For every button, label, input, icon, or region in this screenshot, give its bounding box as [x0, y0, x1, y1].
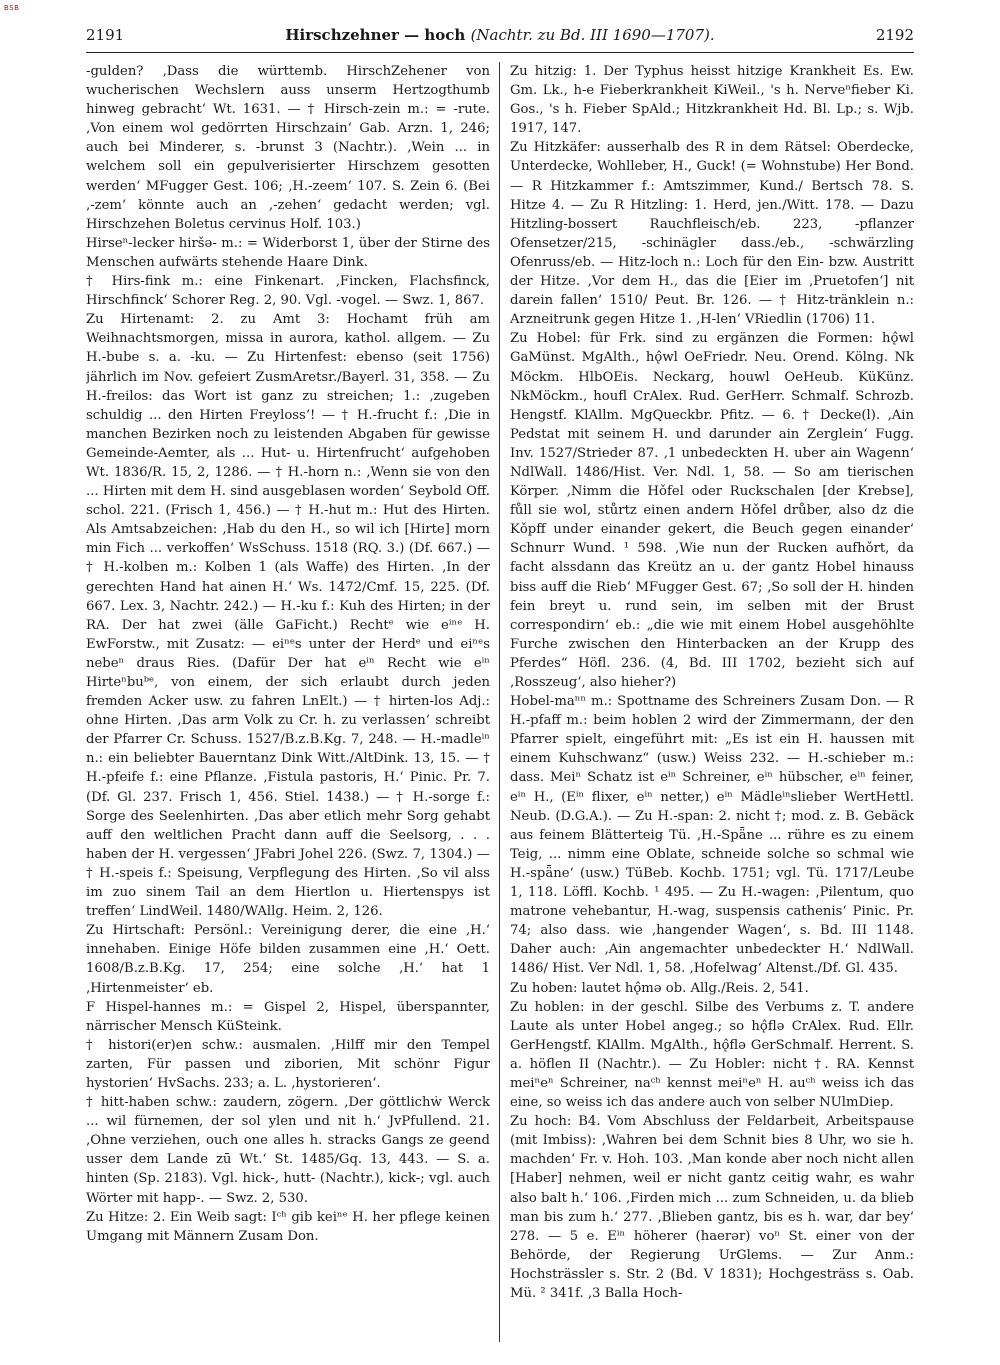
dictionary-entry: Hobel-maⁿⁿ m.: Spottname des Schreiners Zusam Don. — R H.-pfaff m.: beim hoblen 2 wird der Zimmermann, der den Pfarrer spielt, eingeführt mit: „Es ist ein H. haussen mit einem Kuhschwanz“ (usw.) Weiss 232. — H.-schieber m.: dass. Meiⁿ Schatz ist eⁱⁿ Schreiner, eⁱⁿ hübscher, eⁱⁿ feiner, eⁱⁿ H., (Eⁱⁿ flixer, eⁱⁿ netter,) eⁱⁿ Mädleⁱⁿslieber WertHettl. Neub. (D.G.A.). — Zu H.-span: 2. nicht †; mod. z. B. Gebäck aus feinem Blätterteig Tü. ‚H.-Spǟne ... rühre es zu einem Teig, ... nimm eine Oblate, schneide solche so schmal wie H.-spǟne‘ (usw.) TüBeb. Kochb. 1751; vgl. Tü. 1717/Leube 1, 118. Löffl. Kochb. ¹ 495. — Zu H.-wagen: ‚Pilentum, quo matrone vehebantur, H.-wag, suspensis cathenis‘ Pinic. Pr. 74; also dass. wie ‚hangender Wagen‘, s. Bd. III 1148. Daher auch: ‚Ain angemachter unbedeckter H.‘ NdlWall. 1486/ Hist. Ver Ndl. 1, 58. ‚Hofelwag‘ Altenst./Df. Gl. 435.: [510, 694, 914, 977]
running-title-headwords: Hirschzehner — hoch: [285, 26, 466, 44]
dictionary-entry: Zu Hitze: 2. Ein Weib sagt: Iᶜʰ gib keiⁿᵉ H. her pflege keinen Umgang mit Männern Zusam Don.: [86, 1209, 490, 1244]
running-title-reference: (Nachtr. zu Bd. III 1690—1707).: [470, 26, 715, 44]
dictionary-entry: † Hirs-fink m.: eine Finkenart. ‚Fincken, Flachsfinck, Hirschfinck‘ Schorer Reg. 2, 90. Vgl. -vogel. — Swz. 1, 867.: [86, 274, 490, 309]
page-header: [86, 26, 914, 52]
dictionary-entry: Zu Hitzkäfer: ausserhalb des R in dem Rätsel: Oberdecke, Unterdecke, Wohlleber, H., Guck! (= Wohnstube) Her Bond. — R Hitzkammer f.: Amtszimmer, Kund./ Bertsch 78. S. Hitze 4. — Zu R Hitzling: 1. Herd, jen./Witt. 178. — Dazu Hitzling-bossert Rauchfleisch/eb. 223, -pflanzer Ofensetzer/215, -schinägler dass./eb., -schwärzling Ofenruss/eb. — Hitz-loch n.: Loch für den Ein- bzw. Austritt der Hitze. ‚Vor dem H., das die [Eier im ‚Pruetofen‘] nit darein fallen‘ 1510/ Peut. Br. 126. — † Hitz-tränklein n.: Arzneitrunk gegen Hitze 1. ‚H-len‘ VRiedlin (1706) 11.: [510, 140, 914, 328]
column-divider: [499, 62, 500, 1342]
dictionary-entry: Zu hitzig: 1. Der Typhus heisst hitzige Krankheit Es. Ew. Gm. Lk., h-e Fieberkrankheit KiWeil., 's h. Nerveⁿfieber Ki. Gos., 's h. Fieber SpAld.; Hitzkrankheit Hd. Bl. Lp.; s. Wjb. 1917, 147.: [510, 64, 914, 137]
dictionary-entry: Hirseⁿ-lecker hiršə- m.: = Widerborst 1, über der Stirne des Menschen aufwärts stehende Haare Dink.: [86, 235, 490, 270]
dictionary-entry: Zu Hirtenamt: 2. zu Amt 3: Hochamt früh am Weihnachtsmorgen, missa in aurora, kathol. allgem. — Zu H.-bube s. a. -ku. — Zu Hirtenfest: ebenso (seit 1756) jährlich im Nov. gefeiert ZusmAretsr./Bayerl. 31, 358. — Zu H.-freilos: das Wort ist ganz zu streichen; 1.: ‚zugeben schuldig ... den Hirten Freyloss‘! — † H.-frucht f.: ‚Die in manchen Bezirken noch zu leistenden Abgaben für gewisse Gemeinde-Aemter, als ... Hut- u. Hirtenfrucht‘ aufgehoben Wt. 1836/R. 15, 2, 1286. — † H.-horn n.: ‚Wenn sie von den ... Hirten mit dem H. sind ausgeblasen worden‘ Seybold Off. schol. 221. (Frisch 1, 456.) — † H.-hut m.: Hut des Hirten. Als Amtsabzeichen: ‚Hab du den H., so wil ich [Hirte] morn min Fich ... verkoffen‘ WsSchuss. 1518 (RQ. 3.) (Df. 667.) — † H.-kolben m.: Kolben 1 (als Waffe) des Hirten. ‚In der gerechten Hand hat ainen H.‘ Ws. 1472/Cmf. 15, 225. (Df. 667. Lex. 3, Nachtr. 242.) — H.-ku f.: Kuh des Hirten; in der RA. Der hat zwei (älle GaFicht.) Rechtᵉ wie eⁱⁿᵉ H. EwForstw., mit Zusatz: — eiⁿᵉs unter der Herdᵉ und eiⁿᵉs nebeⁿ draus Ries. (Dafür Der hat eⁱⁿ Recht wie eⁱⁿ Hirteⁿbuᵇᵉ, von einem, der sich erlaubt durch jeden fremden Acker usw. zu fahren LnElt.) — † hirten-los Adj.: ohne Hirten. ‚Das arm Volk zu Cr. h. zu verlassen‘ schreibt der Pfarrer Cr. Schuss. 1527/B.z.B.Kg. 7, 248. — H.-madleⁱⁿ n.: ein beliebter Bauerntanz Dink Witt./AltDink. 13, 15. — † H.-pfeife f.: eine Pflanze. ‚Fistula pastoris, H.‘ Pinic. Pr. 7. (Df. Gl. 237. Frisch 1, 456. Stiel. 1438.) — † H.-sorge f.: Sorge des Seelenhirten. ‚Das aber etlich mehr Sorg gehabt auff den weltlichen Pracht dann auff die Seelsorg, . . . haben der H. vergessen‘ JFabri Johel 226. (Swz. 7, 1304.) — † H.-speis f.: Speisung, Verpflegung des Hirten. ‚So vil alss im zuo sinem Tail an dem Hiertlon u. Hiertenspys ist treffen‘ LindWeil. 1480/WAllg. Heim. 2, 126.: [86, 312, 490, 920]
dictionary-entry: F Hispel-hannes m.: = Gispel 2, Hispel, überspannter, närrischer Mensch KüSteink.: [86, 999, 490, 1034]
page-number-right: 2192: [875, 26, 914, 44]
dictionary-entry: † hitt-haben schw.: zaudern, zögern. ‚Der göttlichẇ Werck ... wil fürnemen, der sol ylen und nit h.‘ JvPfullend. 21. ‚Ohne verziehen, ouch one alles h. stracks Gangs ze geend usser dem Lande zū Wt.‘ St. 1485/Gq. 13, 443. — S. a. hinten (Sp. 2183). Vgl. hick-, hutt- (Nachtr.), kick-; vgl. auch Wörter mit happ-. — Swz. 2, 530.: [86, 1095, 490, 1206]
running-title: [86, 26, 914, 44]
dictionary-entry: Zu hoben: lautet hǫ̂mə ob. Allg./Reis. 2, 541.: [510, 980, 809, 996]
dictionary-entry: Zu Hobel: für Frk. sind zu ergänzen die Formen: hǫ̂wl GaMünst. MgAlth., hǫ̂wl OeFriedr. Neu. Orend. Kölng. Nk Möckm. HlbOEis. Neckarg, houwl OeHeub. KüKünz. NkMöckm., houfl CrAlex. Rud. GerHerr. Schmalf. Schrozb. Hengstf. KlAllm. MgQueckbr. Pfitz. — 6. † Decke(l). ‚Ain Pedstat mit seinem H. und darunder ain Zerglein‘ Fugg. Inv. 1527/Strieder 87. ‚1 unbedeckten H. uber ain Wagenn‘ NdlWall. 1486/Hist. Ver. Ndl. 1, 58. — So am tierischen Körper. ‚Nimm die Hǒfel oder Ruckschalen [der Krebse], fůll sie wol, stůrtz einen andern Hǒfel drůber, also dz die Kǒpff under einander gekert, die Beuch gegen einander‘ Schnurr Wund. ¹ 598. ‚Wie nun der Rucken aufhǒrt, da facht alssdann das Kreütz an u. der gantz Hobel hinauss biss auff die Rieb‘ MFugger Gest. 67; ‚So soll der H. hinden fein breyt u. rund sein, im selben mit der Brust correspondirn‘ eb.: „die wie mit einem Hobel ausgehöhlte Furche zwischen den Hinterbacken an der Krupp des Pferdes“ Höfl. 236. (4, Bd. III 1702, bezieht sich auf ‚Rosszeug‘, also hieher?): [510, 331, 914, 690]
left-column: [86, 62, 490, 1352]
dictionary-entry: Zu Hirtschaft: Persönl.: Vereinigung derer, die eine ‚H.‘ innehaben. Einige Höfe bilden zusammen eine ‚H.‘ Oett. 1608/B.z.B.Kg. 17, 254; eine solche ‚H.‘ hat 1 ‚Hirtenmeister‘ eb.: [86, 923, 490, 996]
header-rule: [86, 52, 914, 53]
dictionary-entry: -gulden? ‚Dass die württemb. HirschZehener von wucherischen Wechslern auss unserm Hertzogthumb hinweg gebracht‘ Wt. 1631. — † Hirsch-zein m.: = -rute. ‚Von einem wol gedörrten Hirschzain‘ Gab. Arzn. 1, 246; auch bei Minderer, s. -brunst 3 (Nachtr.). ‚Wein ... in welchem soll ein gepulverisierter Hirschzem gesotten werden‘ MFugger Gest. 106; ‚H.-zeem‘ 107. S. Zein 6. (Bei ‚-zem‘ könnte auch an ‚-zehen‘ gedacht werden; vgl. Hirschzehen Boletus cervinus Holf. 103.): [86, 64, 490, 232]
dictionary-entry: † histori(er)en schw.: ausmalen. ‚Hilff mir den Tempel zarten, Für passen und ziborien, Mit schönr Figur hystorien‘ HvSachs. 233; a. L. ‚hystorieren‘.: [86, 1037, 490, 1091]
page-number-left: 2191: [86, 26, 125, 44]
library-stamp: BSB: [4, 4, 20, 12]
dictionary-entry: Zu hoblen: in der geschl. Silbe des Verbums z. T. andere Laute als unter Hobel angeg.; so hǫ̂flə CrAlex. Rud. Ellr. GerHengstf. KlAllm. MgAlth., hǫ̂flə GerSchmalf. Herrent. S. a. höflen II (Nachtr.). — Zu Hobler: nicht †. RA. Kennst meiⁿeⁿ Schreiner, naᶜʰ kennst meiⁿeⁿ H. auᶜʰ weiss ich das eine, so weiss ich das andere auch von selber NUlmDiep.: [510, 999, 914, 1111]
right-column: [510, 62, 914, 1352]
dictionary-entry: Zu hoch: B4. Vom Abschluss der Feldarbeit, Arbeitspause (mit Imbiss): ‚Wahren bei dem Schnit bies 8 Uhr, wo sie h. machden‘ Fr. v. Hoh. 103. ‚Man konde aber noch nicht allen [Haber] nehmen, weil er nicht gantz ceitig wahr, es wahr also balt h.‘ 106. ‚Firden mich ... zum Schneiden, u. da blieb man bis zum h.‘ 277. ‚Blieben gantz, bis es h. war, dar bey‘ 278. — 5 e. Eⁱⁿ höherer (haerər) voⁿ St. einer von der Behörde, der Regierung UrGlems. — Zur Anm.: Hochsträssler s. Str. 2 (Bd. V 1831); Hochgesträss s. Oab. Mü. ² 341f. ‚3 Balla Hoch-: [510, 1114, 914, 1301]
